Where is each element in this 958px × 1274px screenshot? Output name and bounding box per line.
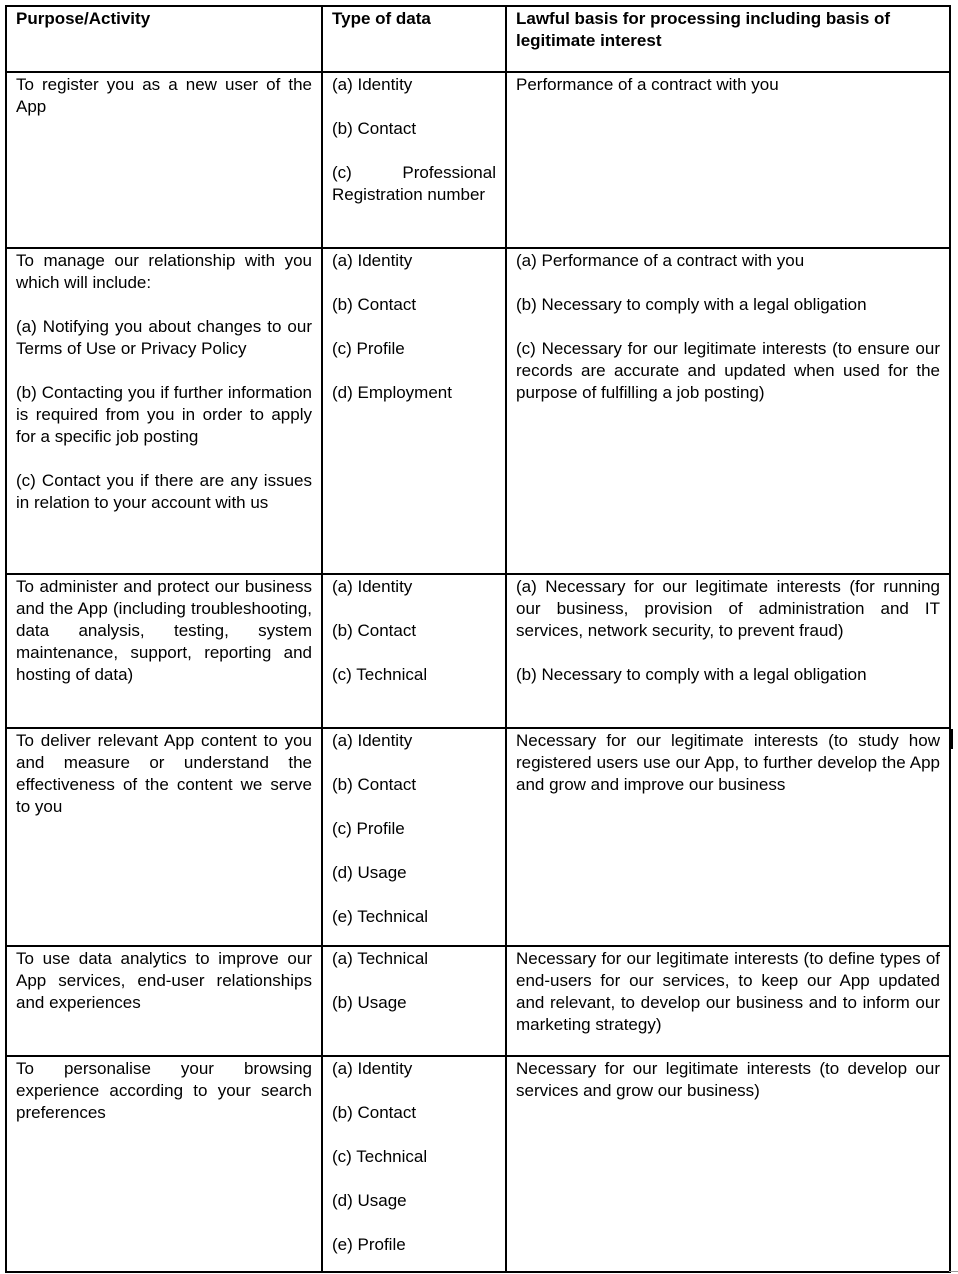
basis-cell: [506, 946, 950, 1056]
type-item: (b) Contact: [332, 119, 417, 138]
basis-cell: [506, 728, 950, 946]
purpose-cell: [6, 1056, 322, 1272]
type-item: (b) Contact: [332, 621, 417, 640]
basis-text: Performance of a contract with you: [516, 75, 779, 94]
type-item: (a) Identity: [332, 75, 413, 94]
table-row: [6, 574, 950, 728]
purpose-cell: [6, 728, 322, 946]
basis-cell: [506, 1056, 950, 1272]
type-item: (e) Technical: [332, 907, 429, 926]
purpose-cell: [6, 72, 322, 248]
type-item: (a) Identity: [332, 1059, 413, 1078]
purpose-text: To manage our relationship with you which will include:: [16, 251, 312, 292]
purpose-cell: [6, 946, 322, 1056]
text-cursor-marker: [951, 729, 953, 749]
purpose-cell: [6, 248, 322, 574]
type-item: (e) Profile: [332, 1235, 406, 1254]
type-item: (d) Usage: [332, 863, 407, 882]
header-row: [6, 6, 950, 72]
basis-text: (c) Necessary for our legitimate interests (to ensure our records are accurate and updated when used for the purpose of fulfilling a job posting): [516, 339, 940, 402]
basis-text: Necessary for our legitimate interests (to develop our services and grow our business): [516, 1059, 940, 1100]
header-lawful-basis: Lawful basis for processing including basis of legitimate interest: [506, 6, 950, 72]
type-cell: [322, 728, 506, 946]
table-row: [6, 1056, 950, 1272]
basis-text: (b) Necessary to comply with a legal obligation: [516, 665, 867, 684]
type-item: (c) Technical: [332, 665, 428, 684]
type-cell: [322, 574, 506, 728]
basis-cell: [506, 248, 950, 574]
basis-cell: [506, 574, 950, 728]
table-row: [6, 248, 950, 574]
basis-cell: [506, 72, 950, 248]
basis-text: Necessary for our legitimate interests (to study how registered users use our App, to further develop the App and grow and improve our business: [516, 731, 940, 794]
type-cell: [322, 1056, 506, 1272]
basis-text: (b) Necessary to comply with a legal obligation: [516, 295, 867, 314]
type-item: (b) Contact: [332, 775, 417, 794]
purpose-text: To use data analytics to improve our App services, end-user relationships and experiences: [16, 949, 312, 1012]
type-cell: [322, 946, 506, 1056]
purpose-lawful-basis-table: [5, 5, 951, 1273]
table-row: [6, 728, 950, 946]
type-item: (a) Technical: [332, 949, 429, 968]
type-cell: [322, 72, 506, 248]
header-type-of-data: Type of data: [322, 6, 506, 72]
purpose-subitem: (c) Contact you if there are any issues in relation to your account with us: [16, 471, 312, 512]
table-row: [6, 72, 950, 248]
header-purpose: Purpose/Activity: [6, 6, 322, 72]
type-item: (b) Contact: [332, 1103, 417, 1122]
purpose-text: To personalise your browsing experience according to your search preferences: [16, 1059, 312, 1122]
purpose-subitem: (b) Contacting you if further information is required from you in order to apply for a specific job posting: [16, 383, 312, 446]
type-item: (d) Employment: [332, 383, 452, 402]
purpose-cell: [6, 574, 322, 728]
type-item: (c) Profile: [332, 819, 405, 838]
type-item: (c) Professional Registration number: [332, 163, 496, 204]
type-item: (a) Identity: [332, 577, 413, 596]
purpose-text: To administer and protect our business and the App (including troubleshooting, data analysis, testing, system maintenance, support, reporting and hosting of data): [16, 577, 312, 684]
purpose-text: To deliver relevant App content to you and measure or understand the effectiveness of the content we serve to you: [16, 731, 312, 816]
table-row: [6, 946, 950, 1056]
type-item: (b) Usage: [332, 993, 407, 1012]
type-item: (c) Technical: [332, 1147, 428, 1166]
type-item: (a) Identity: [332, 251, 413, 270]
basis-text: (a) Performance of a contract with you: [516, 251, 805, 270]
type-item: (a) Identity: [332, 731, 413, 750]
type-item: (d) Usage: [332, 1191, 407, 1210]
page-corner-mark: [949, 1271, 958, 1272]
basis-text: (a) Necessary for our legitimate interests (for running our business, provision of administration and IT services, network security, to prevent fraud): [516, 577, 940, 640]
purpose-text: To register you as a new user of the App: [16, 75, 312, 116]
purpose-subitem: (a) Notifying you about changes to our Terms of Use or Privacy Policy: [16, 317, 312, 358]
basis-text: Necessary for our legitimate interests (to define types of end-users for our services, to keep our App updated and relevant, to develop our business and to inform our marketing strategy): [516, 949, 940, 1034]
type-cell: [322, 248, 506, 574]
type-item: (c) Profile: [332, 339, 405, 358]
type-item: (b) Contact: [332, 295, 417, 314]
